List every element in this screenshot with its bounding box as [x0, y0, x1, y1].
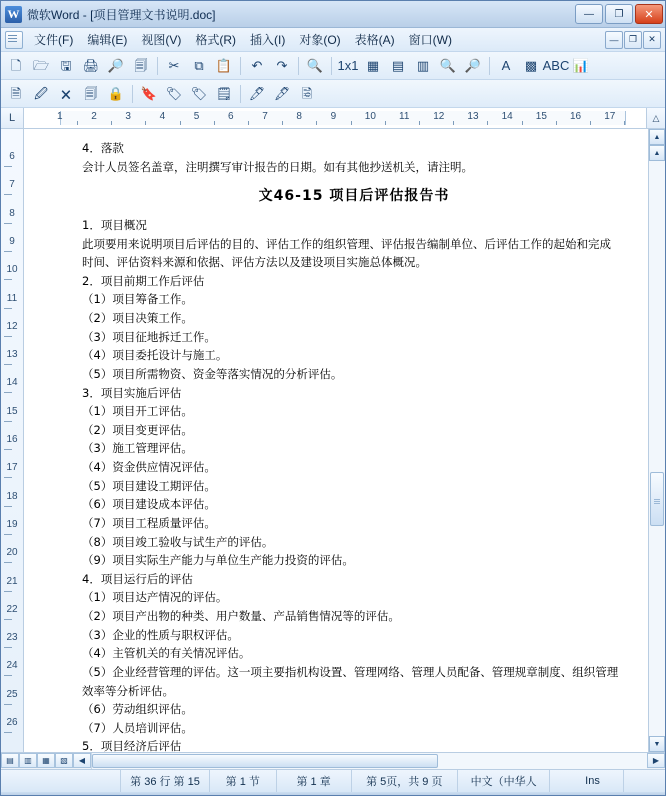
horizontal-scroll-row	[1, 752, 665, 769]
ruler-mark: 12	[433, 111, 445, 122]
document-line: （5）项目建设工期评估。	[82, 478, 216, 493]
page-setup-icon: 🗐	[134, 58, 148, 73]
document-line: （3）企业的性质与职权评估。	[82, 627, 239, 642]
status-line-column: 第 36 行 第 15	[121, 770, 210, 792]
copy-template-icon: 🗐	[84, 86, 98, 101]
paragraph-button[interactable]	[386, 54, 410, 78]
ruler-tick	[4, 477, 12, 478]
status-end-cell	[624, 770, 665, 792]
ruler-tick	[4, 364, 12, 365]
zoom-in-button[interactable]	[461, 54, 485, 78]
menu-view[interactable]: 视图(V)	[141, 33, 182, 47]
merge-field-icon: 🏷	[190, 86, 208, 101]
save-icon: 🖫	[60, 58, 72, 73]
minimize-button[interactable]: —	[575, 4, 603, 24]
horizontal-scroll-thumb[interactable]	[92, 754, 438, 768]
vertical-ruler[interactable]	[1, 129, 24, 752]
print-icon: 🖨	[82, 58, 100, 73]
redo-icon: ↷	[276, 58, 288, 73]
ruler-mark: 15	[6, 405, 18, 417]
delete-template-icon: 🗙	[61, 86, 71, 101]
table-insert-button[interactable]	[361, 54, 385, 78]
document-line: 4．项目运行后的评估	[82, 571, 193, 586]
ruler-tick	[4, 308, 12, 309]
merge-field-button[interactable]	[187, 82, 211, 106]
ruler-corner-tab-selector[interactable]: L	[1, 108, 24, 128]
ruler-mark: 1	[57, 111, 63, 122]
menu-object[interactable]: 对象(O)	[299, 33, 341, 47]
ruler-tick	[4, 732, 12, 733]
toolbar-separator	[157, 57, 158, 75]
ruler-tick	[4, 449, 12, 450]
ruler-tick	[522, 121, 523, 125]
toolbar-separator	[240, 85, 241, 103]
ruler-tick	[214, 121, 215, 125]
window-bottom-edge	[1, 792, 665, 795]
document-line: （3）施工管理评估。	[82, 441, 193, 456]
vertical-scroll-thumb[interactable]	[650, 472, 664, 526]
ruler-mark: 10	[6, 264, 18, 276]
close-button[interactable]: ✕	[635, 4, 663, 24]
bookmark-button[interactable]	[137, 82, 161, 106]
ruler-mark: 9	[330, 111, 337, 122]
document-line: （5）项目所需物资、资金等落实情况的分析评估。	[82, 366, 343, 381]
find-icon: 🔍	[306, 58, 324, 73]
zoom-button[interactable]	[436, 54, 460, 78]
ruler-tick	[4, 336, 12, 337]
ruler-mark: 10	[364, 111, 376, 122]
document-line: （6）项目建设成本评估。	[82, 497, 216, 512]
status-page-count: 第 5页，共 9 页	[352, 770, 458, 792]
document-line: 4．落款	[82, 141, 124, 155]
menu-insert[interactable]: 插入(I)	[250, 33, 286, 47]
cut-icon: ✂	[168, 58, 180, 73]
menu-table[interactable]: 表格(A)	[354, 33, 395, 47]
ruler-mark: 14	[501, 111, 513, 122]
paste-button[interactable]	[212, 54, 236, 78]
number-format-icon: 1x1	[337, 58, 359, 73]
document-line: （1）项目筹备工作。	[82, 292, 193, 307]
document-page[interactable]	[24, 129, 648, 752]
ruler-mark: 24	[6, 660, 18, 672]
print-preview-icon: 🔎	[107, 58, 125, 73]
spellcheck-button[interactable]	[544, 54, 568, 78]
document-line: （2）项目产出物的种类、用户数量、产品销售情况等的评估。	[82, 609, 400, 624]
doc-close-button[interactable]: ✕	[643, 31, 661, 49]
ruler-mark: 20	[6, 547, 18, 559]
form-field-icon: 🗒	[215, 86, 233, 101]
title-bar	[1, 1, 665, 28]
document-line: 2．项目前期工作后评估	[82, 273, 205, 288]
ruler-end-marker-icon: △	[646, 108, 665, 128]
ruler-mark: 8	[296, 111, 302, 122]
status-bar	[1, 769, 665, 792]
edit-template-icon: 🖉	[34, 86, 48, 101]
document-icon	[5, 31, 23, 49]
ruler-tick	[4, 251, 12, 252]
hscroll-left-button[interactable]: ◀	[73, 753, 91, 768]
document-line: （2）项目决策工作。	[82, 311, 193, 326]
ruler-tick	[4, 223, 12, 224]
outline-view-button[interactable]: ▧	[55, 753, 73, 768]
status-language: 中文（中华人	[458, 770, 550, 792]
view-mode-buttons	[1, 753, 73, 769]
toolbar-separator	[489, 57, 490, 75]
highlight-button[interactable]	[519, 54, 543, 78]
cut-button[interactable]	[162, 54, 186, 78]
document-line: 效率等分析评估。	[82, 683, 174, 698]
print-button[interactable]	[79, 54, 103, 78]
vertical-scroll-track[interactable]	[649, 161, 665, 736]
delete-template-button[interactable]	[54, 82, 78, 106]
app-logo-icon: W	[5, 6, 22, 23]
chart-button[interactable]	[569, 54, 593, 78]
ruler-mark: 5	[193, 111, 200, 122]
status-overtype[interactable]: Ins	[562, 770, 623, 792]
document-line: （4）主管机关的有关情况评估。	[82, 646, 251, 661]
lock-template-icon: 🔒	[107, 86, 125, 101]
document-line: 5．项目经济后评估	[82, 739, 182, 752]
bookmark-icon: 🔖	[140, 86, 158, 101]
ruler-mark: 9	[9, 235, 15, 247]
doc-restore-button[interactable]: ❐	[624, 31, 642, 49]
thumb-grip-icon	[654, 499, 660, 504]
editor-area	[1, 129, 665, 752]
menu-window[interactable]: 窗口(W)	[408, 33, 452, 47]
document-line: （8）项目竣工验收与试生产的评估。	[82, 534, 274, 549]
align-icon: ▥	[416, 58, 430, 73]
document-line: （9）项目实际生产能力与单位生产能力投资的评估。	[82, 553, 354, 568]
ruler-tick	[419, 121, 420, 125]
document-line: （4）项目委托设计与施工。	[82, 348, 228, 363]
ruler-mark: 26	[6, 717, 18, 728]
open-document-icon: 🗁	[32, 58, 50, 73]
lock-template-button[interactable]	[104, 82, 128, 106]
ruler-tick	[4, 647, 12, 648]
paste-icon: 📋	[215, 58, 233, 73]
document-line: （1）项目开工评估。	[82, 404, 193, 419]
ruler-mark: 14	[6, 377, 18, 389]
open-document-button[interactable]	[29, 54, 53, 78]
ruler-mark: 13	[467, 111, 479, 122]
toolbar-separator	[298, 57, 299, 75]
status-spacer-right	[550, 770, 562, 792]
horizontal-scroll-track[interactable]	[91, 753, 647, 769]
ruler-tick	[351, 121, 352, 125]
chart-icon: 📊	[572, 58, 590, 73]
ruler-mark: 11	[6, 292, 18, 304]
ruler-mark: 21	[6, 575, 18, 587]
document-window-controls	[605, 31, 665, 49]
template-toolbar	[1, 80, 665, 108]
ruler-tick	[4, 704, 12, 705]
document-line: 时间、评估资料来源和依据、评估方法以及建设项目实施总体概况。	[82, 255, 427, 270]
new-document-icon: 🗋	[10, 58, 22, 73]
ruler-mark: 16	[570, 111, 582, 122]
menu-edit[interactable]: 编辑(E)	[87, 33, 128, 47]
ruler-mark: 16	[6, 434, 18, 445]
hscroll-right-button[interactable]: ▶	[647, 753, 665, 768]
ruler-mark: 18	[6, 490, 18, 502]
template-icon: 🗎	[10, 86, 22, 101]
document-line: 会计人员签名盖章，注明撰写审计报告的日期。如有其他抄送机关，请注明。	[82, 159, 473, 174]
page-setup-button[interactable]	[129, 54, 153, 78]
ruler-tick	[4, 562, 12, 563]
sign-button[interactable]	[270, 82, 294, 106]
insert-field-button[interactable]	[162, 82, 186, 106]
ruler-mark: 17	[604, 111, 616, 122]
ruler-tick	[4, 392, 12, 393]
ruler-tick	[282, 121, 283, 125]
ruler-mark: 17	[6, 462, 18, 474]
menu-file[interactable]: 文件(F)	[34, 33, 74, 47]
document-line: （7）项目工程质量评估。	[82, 515, 216, 530]
ruler-mark: 23	[6, 632, 18, 644]
ruler-mark: 4	[159, 111, 166, 122]
document-line: （5）企业经营管理的评估。这一项主要指机构设置、管理网络、管理人员配备、管理规章制度、组织管理	[82, 664, 619, 679]
ruler-tick	[4, 279, 12, 280]
document-line: （7）人员培训评估。	[82, 720, 193, 735]
horizontal-ruler[interactable]	[24, 108, 646, 128]
copy-button[interactable]	[187, 54, 211, 78]
font-color-icon: A	[501, 58, 511, 73]
print-preview-button[interactable]	[104, 54, 128, 78]
window-title: 微软Word - [项目管理文书说明.doc]	[27, 7, 216, 22]
document-heading: 文46-15 项目后评估报告书	[258, 188, 450, 205]
document-line: 1．项目概况	[82, 217, 147, 232]
toolbar-separator	[132, 85, 133, 103]
ruler-tick	[4, 534, 12, 535]
document-line: （3）项目征地拆迁工作。	[82, 329, 216, 344]
vertical-scrollbar[interactable]	[648, 129, 665, 752]
copy-icon: ⧉	[194, 58, 204, 73]
form-field-button[interactable]	[212, 82, 236, 106]
ruler-row	[1, 108, 665, 129]
scroll-up-button[interactable]: ▲	[649, 145, 665, 161]
ruler-tick	[385, 121, 386, 125]
redo-button[interactable]	[270, 54, 294, 78]
align-button[interactable]	[411, 54, 435, 78]
normal-view-button[interactable]: ▤	[1, 753, 19, 768]
document-line: （6）劳动组织评估。	[82, 702, 193, 717]
ruler-tick	[590, 121, 591, 125]
ruler-tick	[145, 121, 146, 125]
ruler-mark: 7	[9, 179, 15, 191]
document-line: 3．项目实施后评估	[82, 385, 182, 400]
ruler-mark: 6	[228, 111, 234, 122]
stamp-icon: 🗟	[301, 86, 313, 101]
font-color-button[interactable]	[494, 54, 518, 78]
ruler-mark: 3	[125, 111, 131, 122]
ruler-mark: 13	[6, 349, 18, 361]
ruler-tick	[4, 166, 12, 167]
undo-button[interactable]	[245, 54, 269, 78]
ruler-tick	[556, 121, 557, 125]
copy-template-button[interactable]	[79, 82, 103, 106]
ruler-tick	[248, 121, 249, 125]
menu-bar	[1, 28, 665, 52]
ruler-mark: 2	[91, 111, 97, 122]
save-button[interactable]	[54, 54, 78, 78]
ruler-mark: 7	[262, 111, 268, 122]
template-button[interactable]	[4, 82, 28, 106]
ruler-mark: 22	[6, 603, 18, 615]
standard-toolbar	[1, 52, 665, 80]
ruler-tick	[111, 121, 112, 125]
doc-minimize-button[interactable]: —	[605, 31, 623, 49]
undo-icon: ↶	[251, 58, 263, 73]
scroll-split-button[interactable]: ▲	[649, 129, 665, 145]
window-controls	[575, 4, 663, 24]
ruler-mark: 19	[6, 518, 18, 530]
ruler-tick	[453, 121, 454, 125]
toolbar-separator	[331, 57, 332, 75]
ruler-tick	[4, 619, 12, 620]
number-format-button[interactable]	[336, 54, 360, 78]
ruler-tick	[624, 121, 625, 125]
ruler-tick	[4, 506, 12, 507]
document-line: （2）项目变更评估。	[82, 422, 193, 437]
insert-field-icon: 🏷	[165, 86, 183, 101]
document-line: （4）资金供应情况评估。	[82, 460, 216, 475]
ruler-tick	[77, 121, 78, 125]
ruler-mark: 12	[6, 320, 18, 332]
ruler-tick	[487, 121, 488, 125]
zoom-icon: 🔍	[439, 58, 457, 73]
status-chapter: 第 1 章	[277, 770, 352, 792]
zoom-in-icon: 🔎	[464, 58, 482, 73]
table-insert-icon: ▦	[366, 58, 380, 73]
status-section: 第 1 节	[210, 770, 277, 792]
menu-format[interactable]: 格式(R)	[195, 33, 236, 47]
status-spacer-left	[1, 770, 121, 792]
print-layout-view-button[interactable]: ▦	[37, 753, 55, 768]
ruler-tick	[4, 675, 12, 676]
sign-icon: 🖋	[273, 86, 291, 101]
ruler-tick	[180, 121, 181, 125]
ruler-tick	[316, 121, 317, 125]
stamp-button[interactable]	[295, 82, 319, 106]
paragraph-icon: ▤	[391, 58, 405, 73]
ruler-mark: 11	[399, 111, 410, 122]
ruler-mark: 8	[9, 207, 15, 219]
ruler-mark: 15	[535, 111, 547, 122]
ruler-mark: 6	[9, 151, 15, 162]
highlight-icon: ▩	[524, 58, 538, 73]
edit-template-button[interactable]	[29, 82, 53, 106]
document-line: 此项要用来说明项目后评估的目的、评估工作的组织管理、评估报告编制单位、后评估工作的起始和完成	[82, 236, 611, 251]
ruler-tick	[4, 194, 12, 195]
ruler-tick	[4, 591, 12, 592]
macro-icon: 🖊	[248, 86, 266, 101]
scroll-down-button[interactable]: ▼	[649, 736, 665, 752]
maximize-button[interactable]: ❐	[605, 4, 633, 24]
macro-button[interactable]	[245, 82, 269, 106]
document-line: （1）项目达产情况的评估。	[82, 590, 228, 605]
new-document-button[interactable]	[4, 54, 28, 78]
ruler-mark: 25	[6, 688, 18, 700]
toolbar-separator	[240, 57, 241, 75]
document-canvas[interactable]	[24, 129, 648, 752]
find-button[interactable]	[303, 54, 327, 78]
spellcheck-icon: ABC	[542, 58, 570, 73]
ruler-tick	[4, 421, 12, 422]
web-layout-view-button[interactable]: ▥	[19, 753, 37, 768]
